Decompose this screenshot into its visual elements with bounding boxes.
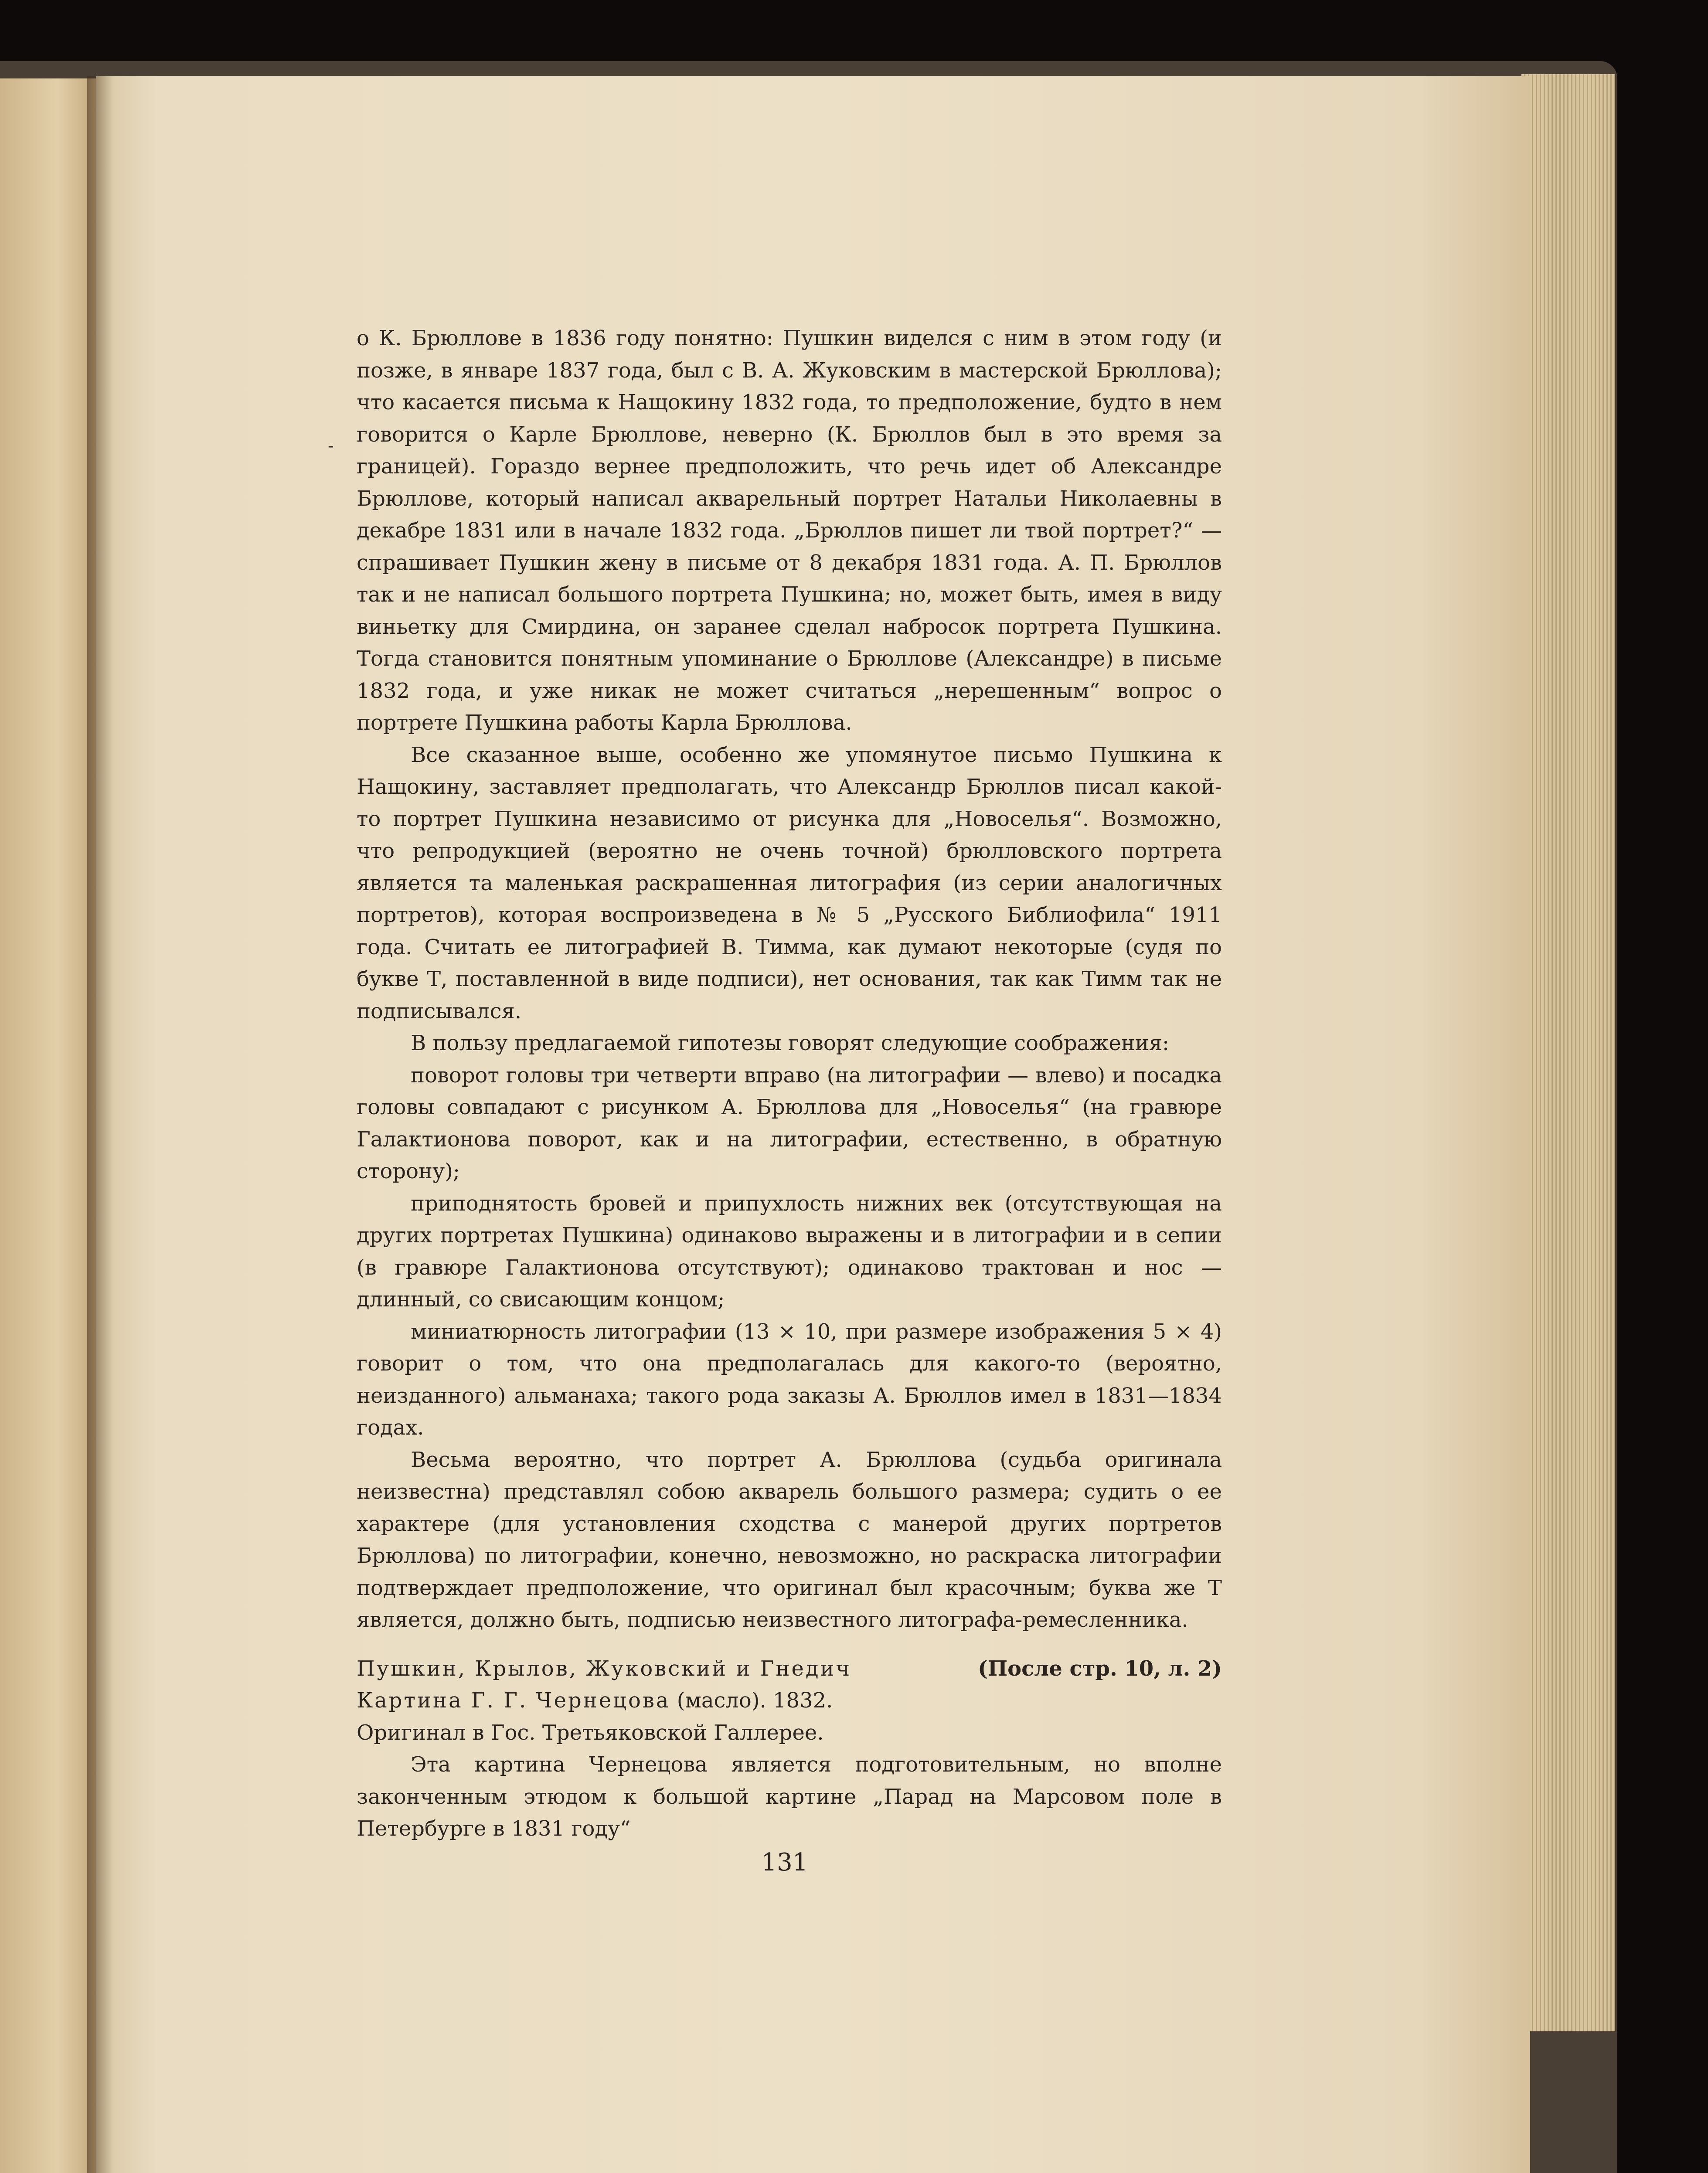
paragraph-1: о К. Брюллове в 1836 году понятно: Пушкин виделся с ним в этом году (и позже, в январе 1837 года, был с В. А. Жуковским в мастерской Брюллова); что касается письма к Нащокину 1832 года, то предположение, будто в нем говорится о Карле Брюллове, неверно (К. Брюллов был в это время за границей). Гораздо вернее предположить, что речь идет об Александре Брюллове, который написал акварельный портрет Натальи Николаевны в декабре 1831 или в начале 1832 года. „Брюллов пишет ли твой портрет?“ — спрашивает Пушкин жену в письме от 8 декабря 1831 года. А. П. Брюллов так и не написал большого портрета Пушкина; но, может быть, имея в виду виньетку для Смирдина, он заранее сделал набросок портрета Пушкина. Тогда становится понятным упоминание о Брюллове (Александре) в письме 1832 года, и уже никак не может считаться „нерешенным“ вопрос о портрете Пушкина работы Карла Брюллова. bbox=[357, 326, 1222, 735]
caption-page-reference: (После стр. 10, л. 2) bbox=[978, 1656, 1222, 1681]
paragraph-3: В пользу предлагаемой гипотезы говорят следующие соображения: bbox=[411, 1031, 1170, 1055]
margin-mark: - bbox=[328, 436, 334, 456]
caption-location: Оригинал в Гос. Третьяковской Галлерее. bbox=[357, 1720, 824, 1745]
page-text bbox=[357, 323, 1222, 1845]
caption-heading bbox=[357, 1653, 1222, 1685]
page-number: 131 bbox=[761, 1848, 808, 1877]
left-page-edge bbox=[0, 78, 96, 2173]
paragraph-4: поворот головы три четверти вправо (на литографии — влево) и посадка головы совпадают с рисунком А. Брюллова для „Новоселья“ (на гравюре Галактионова поворот, как и на литографии, естественно, в обратную сторону); bbox=[357, 1063, 1222, 1183]
caption-body: Эта картина Чернецова является подготовительным, но вполне законченным этюдом к большой картине „Парад на Марсовом поле в Петербурге в 1831 году“ bbox=[357, 1752, 1222, 1841]
paragraph-7: Весьма вероятно, что портрет А. Брюллова (судьба оригинала неизвестна) представлял собою акварель большого размера; судить о ее характере (для установления сходства с манерой других портретов Брюллова) по литографии, конечно, невозможно, но раскраска литографии подтверждает предположение, что оригинал был красочным; буква же Т является, должно быть, подписью неизвестного литографа-ремесленника. bbox=[357, 1447, 1222, 1632]
page-edges bbox=[1521, 74, 1615, 2031]
paragraph-6: миниатюрность литографии (13 × 10, при размере изображения 5 × 4) говорит о том, что она предполагалась для какого-то (вероятно, неизданного) альманаха; такого рода заказы А. Брюллов имел в 1831—1834 годах. bbox=[357, 1319, 1222, 1440]
caption-title: Пушкин, Крылов, Жуковский и Гнедич bbox=[357, 1656, 852, 1681]
caption-subtitle-rest: (масло). 1832. bbox=[670, 1688, 833, 1713]
paragraph-5: приподнятость бровей и припухлость нижних век (отсутствующая на других портретах Пушкина) одинаково выражены и в литографии и в сепии (в гравюре Галактионова отсутствуют); одинаково трактован и нос — длинный, со свисающим концом; bbox=[357, 1191, 1222, 1312]
caption-subtitle-spaced: Картина Г. Г. Чернецова bbox=[357, 1688, 670, 1713]
caption-subtitle bbox=[357, 1685, 1222, 1717]
paragraph-2: Все сказанное выше, особенно же упомянутое письмо Пушкина к Нащокину, заставляет предполагать, что Александр Брюллов писал какой-то портрет Пушкина независимо от рисунка для „Новоселья“. Возможно, что репродукцией (вероятно не очень точной) брюлловского портрета является та маленькая раскрашенная литография (из серии аналогичных портретов), которая воспроизведена в № 5 „Русского Библиофила“ 1911 года. Считать ее литографией В. Тимма, как думают некоторые (судя по букве Т, поставленной в виде подписи), нет основания, так как Тимм так не подписывался. bbox=[357, 742, 1222, 1024]
page-gutter-shadow bbox=[87, 76, 113, 2173]
